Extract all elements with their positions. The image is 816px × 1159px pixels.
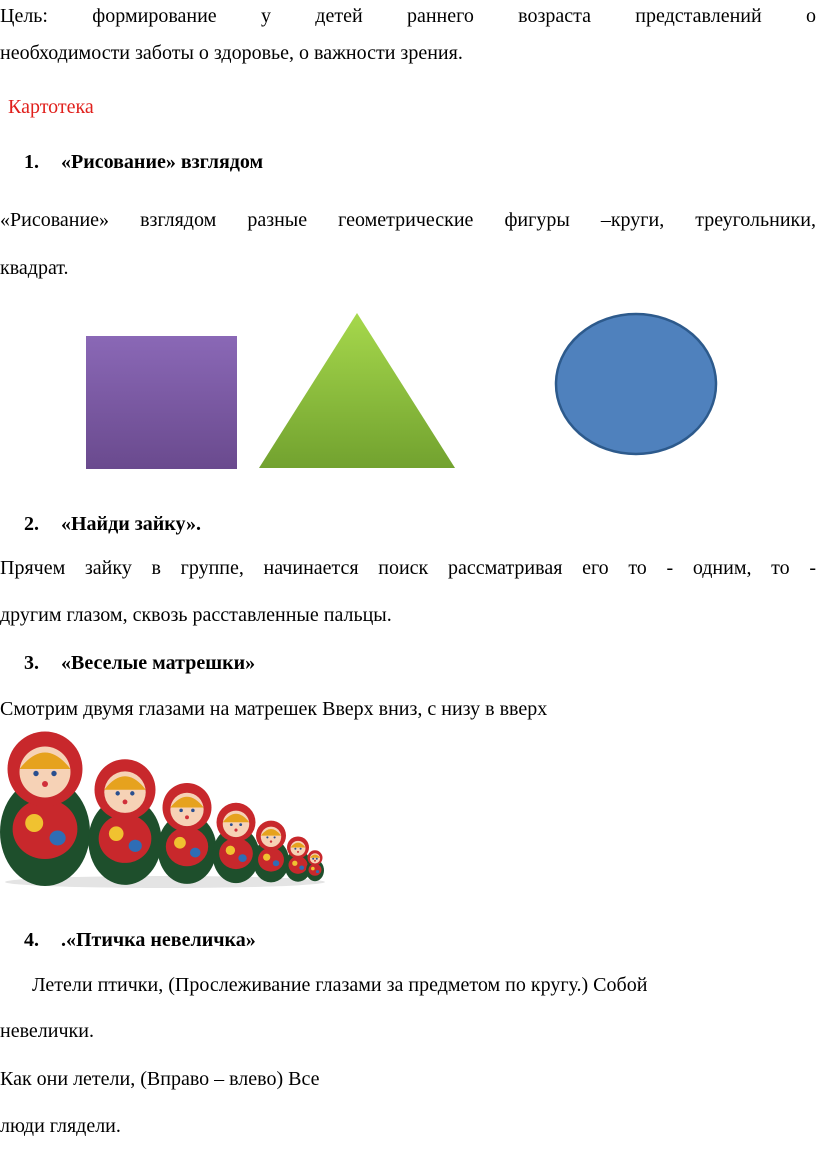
doll-eye <box>115 791 119 795</box>
doll-flower <box>263 854 270 861</box>
goal-word: Цель: <box>0 5 48 27</box>
text-word: - <box>666 557 674 579</box>
text-word: поиск <box>378 557 429 579</box>
doll-flower <box>273 860 279 866</box>
doll-eye <box>239 823 242 826</box>
text-word: то <box>771 557 790 579</box>
exercise-1-text-line-1 <box>0 208 816 232</box>
poem-line: люди глядели. <box>0 1115 121 1137</box>
doll-flower <box>309 864 322 876</box>
doll-mouth <box>297 851 299 853</box>
doll-eye <box>51 771 56 776</box>
doll-flower <box>129 840 142 852</box>
doll-flower <box>174 837 186 849</box>
goal-word: формирование <box>92 5 217 27</box>
doll-eye <box>33 771 38 776</box>
doll-flower <box>311 867 315 871</box>
poem-line: невелички. <box>0 1020 94 1042</box>
goal-word: возраста <box>518 5 591 27</box>
text-word: геометрические <box>338 209 474 231</box>
doll-eye <box>130 791 134 795</box>
doll-flower <box>299 865 304 869</box>
geometric-shapes <box>0 305 816 485</box>
doll-mouth <box>270 840 272 842</box>
exercise-2-text-line-2: другим глазом, сквозь расставленные пальцы. <box>0 604 392 626</box>
exercise-title: .«Птичка невеличка» <box>61 929 256 951</box>
text-word: «Рисование» <box>0 209 110 231</box>
text-word: группе, <box>180 557 244 579</box>
exercise-1-text-line-2: квадрат. <box>0 257 69 279</box>
doll-mouth <box>234 829 237 832</box>
text-word: - <box>809 557 816 579</box>
section-title: Картотека <box>8 96 94 118</box>
doll-mouth <box>185 815 189 819</box>
goal-line-1 <box>0 4 816 28</box>
exercise-title: «Веселые матрешки» <box>61 652 256 674</box>
goal-word: о <box>806 5 816 27</box>
text-word: разные <box>247 209 308 231</box>
text-word: в <box>151 557 161 579</box>
text-word: зайку <box>84 557 132 579</box>
exercise-title: «Найди зайку». <box>61 513 202 535</box>
text-word: одним, <box>692 557 752 579</box>
poem-line: Как они летели, (Вправо – влево) Все <box>0 1068 320 1090</box>
doll-eye <box>300 848 302 850</box>
text-word: начинается <box>263 557 359 579</box>
exercise-3-heading <box>24 651 255 675</box>
doll-eye <box>316 858 318 860</box>
text-word: фигуры <box>504 209 570 231</box>
doll-eye <box>274 836 276 838</box>
doll-eye <box>294 848 296 850</box>
doll-flower <box>190 848 201 858</box>
exercise-number: 1. <box>24 151 39 173</box>
matryoshka-dolls-image <box>0 722 330 892</box>
goal-line-2: необходимости заботы о здоровье, о важности зрения. <box>0 42 463 64</box>
goal-word: представлений <box>635 5 762 27</box>
doll-eye <box>191 809 195 813</box>
exercise-2-text-line-1 <box>0 556 816 580</box>
doll-mouth <box>42 781 48 787</box>
doll-flower <box>25 814 43 832</box>
goal-word: детей <box>315 5 363 27</box>
doll-eye <box>179 809 183 813</box>
doll-flower <box>258 848 284 872</box>
doll-flower <box>219 838 253 869</box>
text-word: треугольники, <box>695 209 816 231</box>
poem-line: Летели птички, (Прослеживание глазами за предметом по кругу.) Собой <box>32 974 648 996</box>
doll-flower <box>109 826 124 841</box>
square-shape <box>86 336 237 469</box>
text-word: Прячем <box>0 557 66 579</box>
doll-flower <box>13 799 78 859</box>
text-word: его <box>582 557 609 579</box>
goal-word: раннего <box>406 5 474 27</box>
doll-eye <box>230 823 233 826</box>
circle-shape <box>556 314 716 454</box>
doll-flower <box>99 814 152 863</box>
doll-flower <box>166 827 208 866</box>
exercise-title: «Рисование» взглядом <box>61 151 264 173</box>
exercise-number: 4. <box>24 929 39 951</box>
doll-flower <box>238 854 246 862</box>
text-word: –круги, <box>600 209 665 231</box>
doll-mouth <box>314 860 316 862</box>
doll-flower <box>316 870 319 873</box>
exercise-number: 2. <box>24 513 39 535</box>
exercise-1-heading <box>24 150 263 174</box>
text-word: то <box>628 557 647 579</box>
doll-flower <box>226 846 235 855</box>
triangle-shape <box>259 313 455 468</box>
doll-mouth <box>123 799 128 804</box>
text-word: рассматривая <box>447 557 563 579</box>
doll-eye <box>312 858 314 860</box>
doll-flower <box>288 856 307 874</box>
goal-word: у <box>260 5 271 27</box>
doll-eye <box>266 836 268 838</box>
exercise-number: 3. <box>24 652 39 674</box>
exercise-4-heading <box>24 928 256 952</box>
text-word: взглядом <box>140 209 217 231</box>
exercise-3-text: Смотрим двумя глазами на матрешек Вверх вниз, с низу в вверх <box>0 698 548 720</box>
doll-flower <box>50 831 66 846</box>
exercise-2-heading <box>24 512 201 536</box>
doll-flower <box>292 861 297 866</box>
